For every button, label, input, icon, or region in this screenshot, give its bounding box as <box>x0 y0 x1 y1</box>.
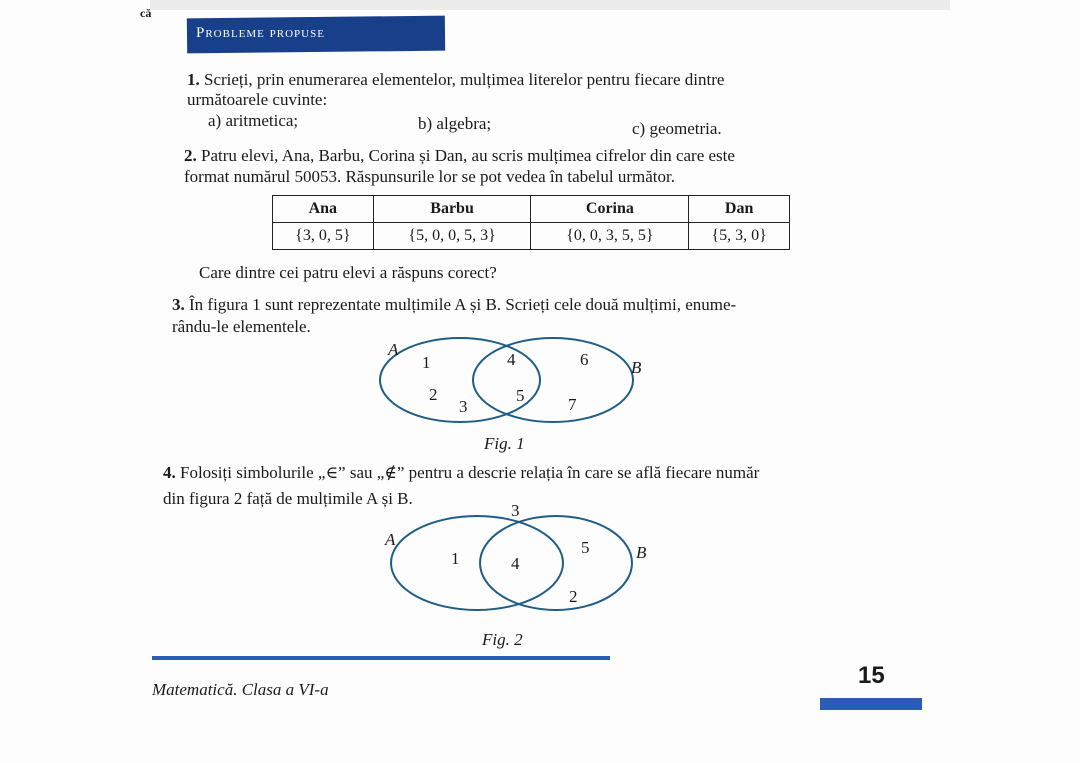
set-b-circle <box>480 516 632 610</box>
section-header: Probleme propuse <box>196 25 325 41</box>
element-only-a: 3 <box>459 397 468 416</box>
table-header-cell: Barbu <box>373 196 531 223</box>
element-only-b: 7 <box>568 395 577 414</box>
set-b-circle <box>473 338 633 422</box>
table-cell: {0, 0, 3, 5, 5} <box>531 223 689 250</box>
table-header-cell: Ana <box>273 196 374 223</box>
element-only-b: 5 <box>581 538 590 557</box>
answers-table <box>272 195 790 250</box>
problem-2-line-1: 2. Patru elevi, Ana, Barbu, Corina și Dan, au scris mulțimea cifrelor din care este <box>184 146 735 165</box>
table-row <box>273 223 790 250</box>
problem-4-line-1: 4. Folosiți simbolurile „∈” sau „∉” pentru a descrie relația în care se află fiecare număr <box>163 463 760 482</box>
element-both: 5 <box>516 386 525 405</box>
set-a-label: A <box>388 340 399 359</box>
problem-4-number: 4. <box>163 463 176 482</box>
problem-1-a: a) aritmetica; <box>208 111 299 130</box>
problem-1-line-1: 1. Scrieți, prin enumerarea elementelor, mulțimea literelor pentru fiecare dintre <box>187 70 725 89</box>
venn-diagram-fig-1 <box>380 335 660 435</box>
fig-1-caption: Fig. 1 <box>484 434 525 453</box>
problem-3-line-2: rându-le elementele. <box>172 317 311 336</box>
problem-1-line-2: următoarele cuvinte: <box>187 90 328 109</box>
element-both: 4 <box>507 350 516 369</box>
set-a-circle <box>391 516 563 610</box>
set-a-label: A <box>385 530 396 549</box>
table-header-cell: Corina <box>531 196 689 223</box>
element-only-a: 2 <box>429 385 438 404</box>
page-edge <box>150 0 950 10</box>
table-cell: {3, 0, 5} <box>273 223 374 250</box>
page-number: 15 <box>858 662 885 689</box>
set-b-label: B <box>636 543 647 562</box>
problem-3-number: 3. <box>172 295 185 314</box>
problem-2-question: Care dintre cei patru elevi a răspuns corect? <box>199 263 497 282</box>
element-only-a: 1 <box>451 549 460 568</box>
problem-2-number: 2. <box>184 146 197 165</box>
venn-diagram-fig-2 <box>380 500 670 630</box>
problem-1-number: 1. <box>187 70 200 89</box>
fig-2-caption: Fig. 2 <box>482 630 523 649</box>
element-only-b: 6 <box>580 350 589 369</box>
table-header-row <box>273 196 790 223</box>
footer-title: Matematică. Clasa a VI-a <box>152 680 329 699</box>
element-outside: 3 <box>511 501 520 520</box>
footer-rule <box>152 656 610 660</box>
table-header-cell: Dan <box>689 196 790 223</box>
page-number-bar <box>820 698 922 710</box>
set-b-label: B <box>631 358 642 377</box>
problem-1-b: b) algebra; <box>418 114 492 133</box>
element-both: 4 <box>511 554 520 573</box>
margin-mark: că <box>140 6 152 20</box>
problem-3-line-1: 3. În figura 1 sunt reprezentate mulțimile A și B. Scrieți cele două mulțimi, enume- <box>172 295 737 314</box>
problem-4-line-2: din figura 2 față de mulțimile A și B. <box>163 489 413 508</box>
problem-1-c: c) geometria. <box>632 119 722 138</box>
problem-2-line-2: format numărul 50053. Răspunsurile lor se pot vedea în tabelul următor. <box>184 167 675 186</box>
table-cell: {5, 0, 0, 5, 3} <box>373 223 531 250</box>
table-cell: {5, 3, 0} <box>689 223 790 250</box>
element-only-b: 2 <box>569 587 578 606</box>
element-only-a: 1 <box>422 353 431 372</box>
